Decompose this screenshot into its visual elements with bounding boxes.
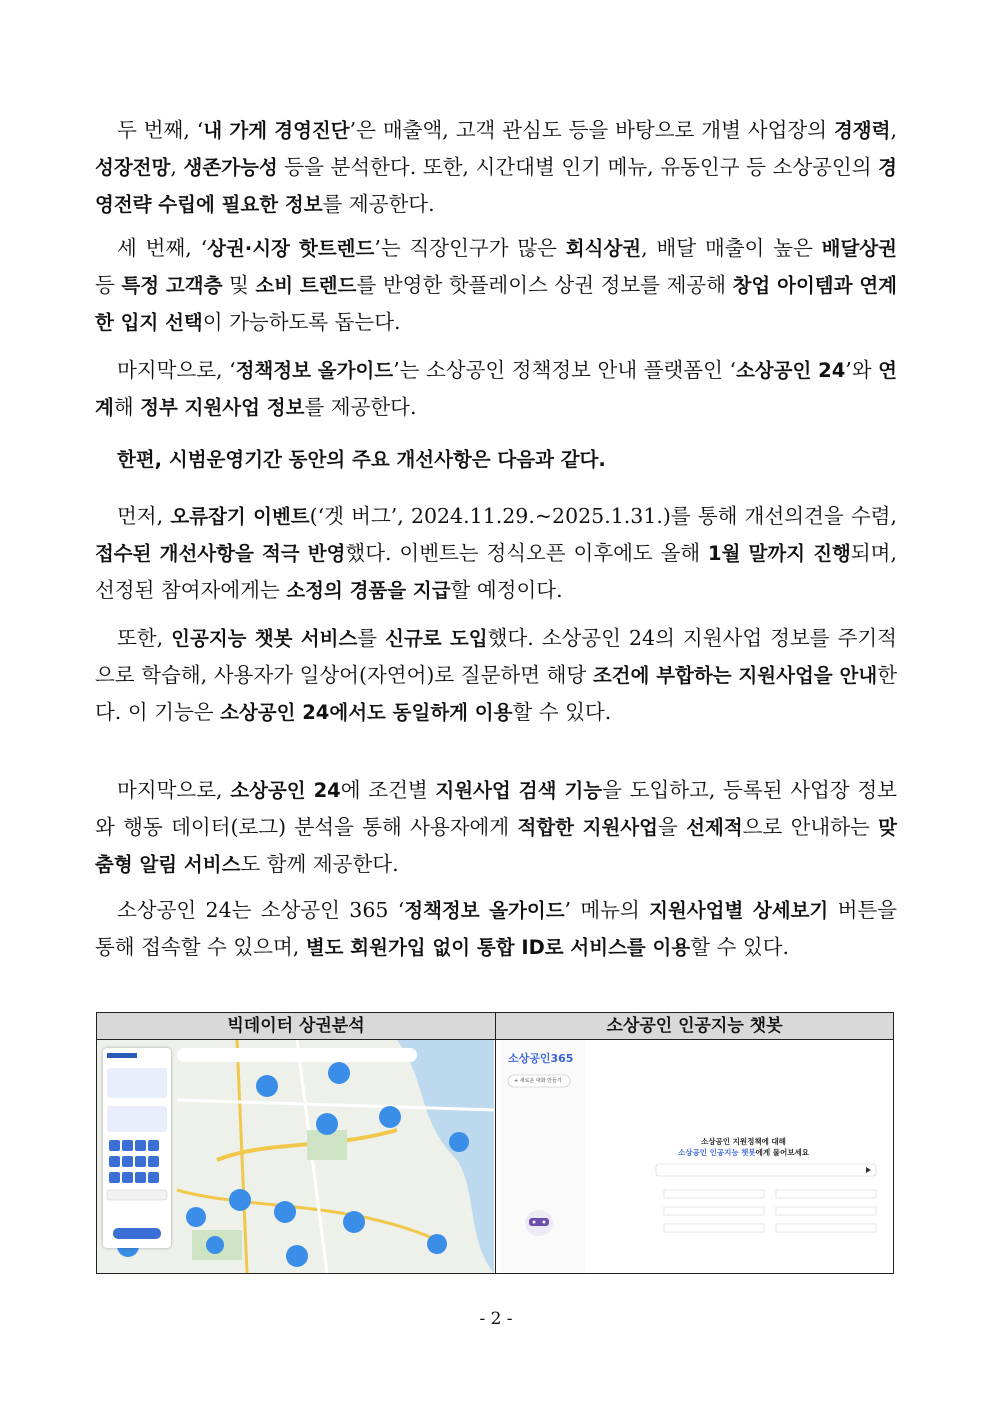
- bold-text: 적합한 지원사업: [517, 816, 658, 839]
- body-text: 를 제공한다.: [304, 395, 417, 419]
- chatbot-headline-2: [678, 1147, 809, 1158]
- bold-text: 소정의 경품을 지급: [286, 579, 451, 602]
- body-text: 를 제공한다.: [322, 192, 435, 216]
- body-text: 등을 분석한다. 또한, 시간대별 인기 메뉴, 유동인구 등 소상공인의: [277, 155, 879, 179]
- figure-table: [96, 1012, 894, 1274]
- bold-text: 정부 지원사업 정보: [140, 396, 305, 419]
- body-text: 마지막으로, ‘: [117, 358, 236, 382]
- paragraph-6: [95, 620, 897, 731]
- bold-text: 소상공인 24: [230, 779, 341, 802]
- bold-text: 배달상권: [821, 237, 897, 260]
- page-number: - 2 -: [479, 1309, 513, 1329]
- body-text: 소상공인 24는 소상공인 365 ‘: [117, 898, 405, 922]
- body-text: ’ 메뉴의: [564, 898, 650, 922]
- bold-text: 연계: [95, 359, 897, 419]
- paragraph-7: [95, 772, 897, 883]
- chatbot-headline-1: 소상공인 지원정책에 대해: [701, 1137, 786, 1146]
- chatbot-headline-highlight: 소상공인 인공지능 챗봇: [678, 1148, 756, 1157]
- bold-text: 1월 말까지 진행: [708, 542, 851, 565]
- body-text: 를: [357, 626, 386, 650]
- map-screenshot: [97, 1040, 494, 1273]
- body-text: (‘겟 버그’, 2024.11.29.~2025.1.31.)를 통해 개선의견을 수렴,: [309, 504, 897, 528]
- bold-text: 조건에 부합하는 지원사업을 안내: [592, 664, 878, 687]
- body-text: 이 가능하도록 돕는다.: [202, 310, 401, 334]
- body-text: 세 번째, ‘: [117, 236, 208, 260]
- body-text: , 배달 매출이 높은: [641, 236, 822, 260]
- chatbot-logo: 소상공인365: [508, 1052, 574, 1065]
- body-text: 해: [113, 395, 141, 419]
- body-text: 을: [657, 815, 687, 839]
- body-text: 할 수 있다.: [512, 700, 612, 724]
- bold-text: 경쟁력: [833, 119, 891, 142]
- body-text: 으로 안내하는: [742, 815, 879, 839]
- bold-text: 맞춤형 알림 서비스: [95, 816, 898, 876]
- bold-text: 특정 고객층: [121, 274, 223, 297]
- body-text: ’는 소상공인 정책정보 안내 플랫폼인 ‘: [393, 358, 736, 382]
- body-text: 에 조건별: [340, 778, 436, 802]
- left-figure-header: 빅데이터 상권분석: [97, 1013, 495, 1040]
- body-text: 했다. 이벤트는 정식오픈 이후에도 올해: [345, 541, 709, 565]
- bold-text: 오류잡기 이벤트: [170, 505, 310, 528]
- body-text: 버튼을 통해 접속할 수 있으며,: [95, 898, 897, 959]
- body-text: 할 예정이다.: [450, 578, 563, 602]
- bold-text: 인공지능 챗봇 서비스: [171, 627, 358, 650]
- chatbot-screenshot: [496, 1040, 893, 1273]
- chatbot-headline-rest: 에게 물어보세요: [755, 1148, 809, 1157]
- body-text: 먼저,: [117, 504, 171, 528]
- body-text: ’은 매출액, 고객 관심도 등을 바탕으로 개별 사업장의: [349, 118, 834, 142]
- bold-text: 정책정보 올가이드: [235, 359, 394, 382]
- body-text: 할 수 있다.: [690, 935, 789, 959]
- paragraph-4: [95, 441, 897, 478]
- body-text: 마지막으로,: [117, 778, 231, 802]
- bold-text: 상권·시장 핫트렌드: [207, 237, 375, 260]
- body-text: 두 번째, ‘: [117, 118, 204, 142]
- bold-text: 소상공인 24에서도 동일하게 이용: [220, 701, 513, 724]
- bold-text: 회식상권: [565, 237, 642, 260]
- body-text: 되며, 선정된 참여자에게는: [95, 541, 897, 602]
- bold-text: 지원사업별 상세보기: [649, 899, 829, 922]
- body-text: ,: [170, 155, 184, 179]
- bold-text: 창업 아이템과 연계한 입지 선택: [95, 274, 897, 334]
- paragraph-1: [95, 112, 897, 223]
- body-text: 등: [95, 273, 122, 297]
- bold-text: 한편, 시범운영기간 동안의 주요 개선사항은 다음과 같다.: [117, 448, 606, 471]
- bold-text: 소상공인 24: [735, 359, 846, 382]
- body-text: ’와: [845, 358, 879, 382]
- bold-text: 선제적: [686, 816, 743, 839]
- body-text: 를 반영한 핫플레이스 상권 정보를 제공해: [356, 273, 733, 297]
- bold-text: 생존가능성: [183, 156, 278, 179]
- paragraph-3: [95, 352, 897, 426]
- body-text: 했다. 소상공인 24의 지원사업 정보를 주기적으로 학습해, 사용자가 일상어(자연어)로 질문하면 해당: [95, 626, 897, 687]
- body-text: 및: [222, 273, 256, 297]
- bold-text: 내 가게 경영진단: [203, 119, 350, 142]
- bold-text: 성장전망: [95, 156, 171, 179]
- body-text: 또한,: [117, 626, 172, 650]
- bold-text: 신규로 도입: [385, 627, 488, 650]
- paragraph-8: [95, 892, 897, 966]
- body-text: 을 도입하고, 등록된 사업장 정보와 행동 데이터(로그) 분석을 통해 사용자에게: [95, 778, 897, 839]
- body-text: ,: [890, 118, 897, 142]
- bold-text: 별도 회원가입 없이 통합 ID로 서비스를 이용: [305, 936, 691, 959]
- bold-text: 정책정보 올가이드: [404, 899, 565, 922]
- bold-text: 소비 트렌드: [255, 274, 357, 297]
- new-chat-button[interactable]: + 새로운 대화 만들기: [514, 1078, 562, 1084]
- body-text: ’는 직장인구가 많은: [374, 236, 566, 260]
- bold-text: 지원사업 검색 기능: [435, 779, 603, 802]
- paragraph-2: [95, 230, 897, 341]
- map-sidebar: [103, 1048, 171, 1248]
- body-text: 한다. 이 기능은: [95, 663, 897, 724]
- paragraph-5: [95, 498, 897, 609]
- right-figure-header: 소상공인 인공지능 챗봇: [496, 1013, 893, 1040]
- bold-text: 경영전략 수립에 필요한 정보: [95, 156, 897, 216]
- body-text: 도 함께 제공한다.: [240, 852, 399, 876]
- bold-text: 접수된 개선사항을 적극 반영: [95, 542, 346, 565]
